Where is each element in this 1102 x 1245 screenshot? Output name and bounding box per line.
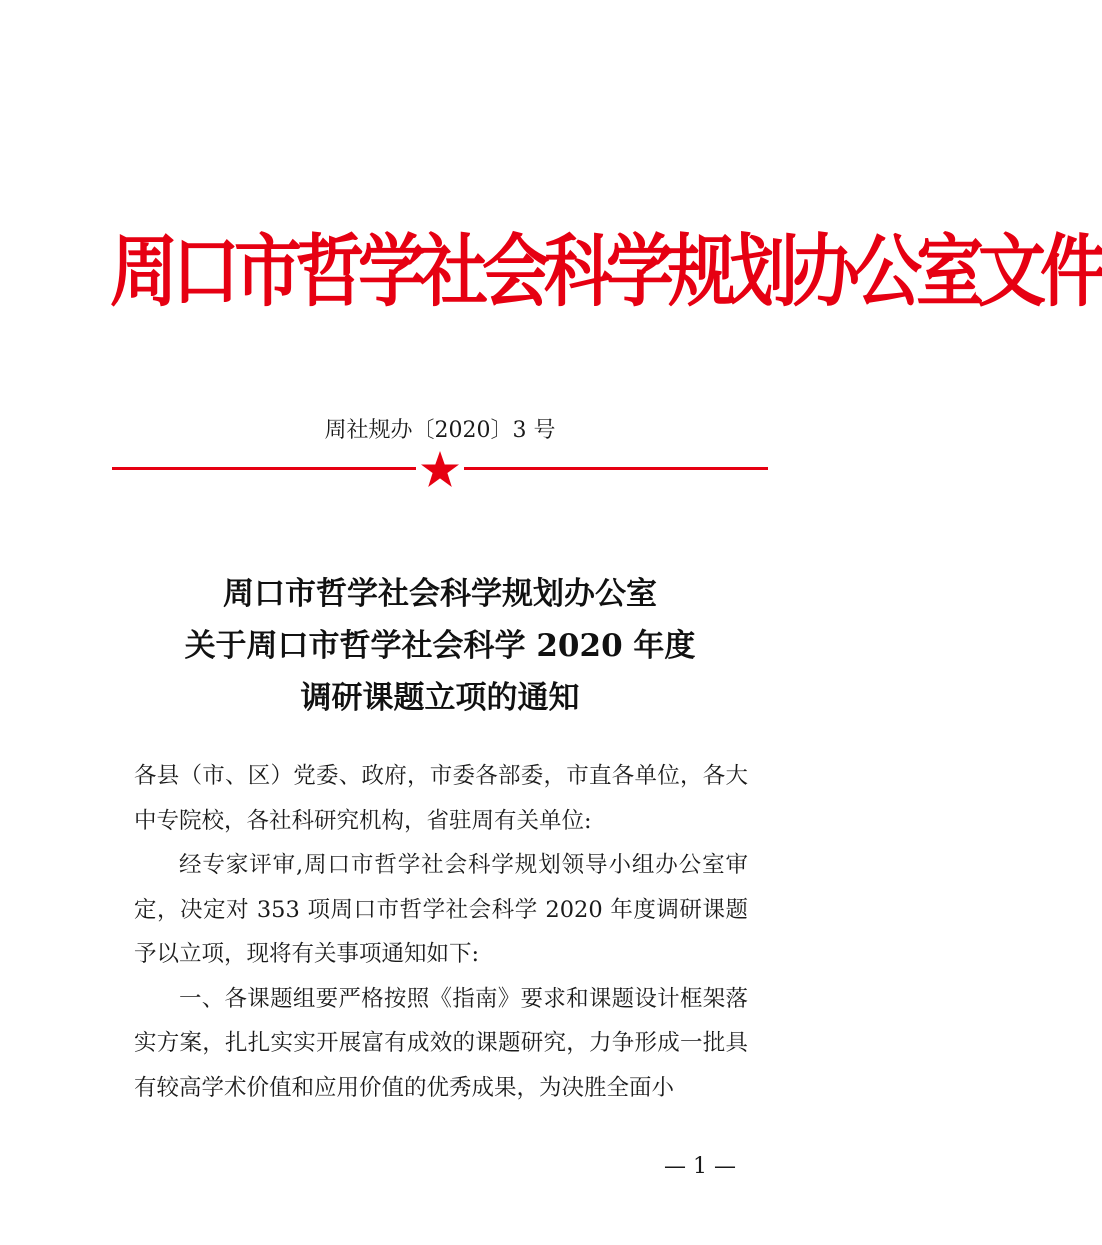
title-line-2: 关于周口市哲学社会科学 2020 年度 (184, 628, 696, 664)
title-line-3: 调研课题立项的通知 (300, 680, 580, 716)
title-line-1: 周口市哲学社会科学规划办公室 (223, 576, 657, 612)
addressee-paragraph: 各县（市、区）党委、政府，市委各部委，市直各单位，各大中专院校，各社科研究机构，省驻周有关单位: (134, 763, 748, 834)
notice-body (134, 754, 748, 1110)
divider-rule-right (464, 467, 768, 470)
body-paragraph-2: 一、各课题组要严格按照《指南》要求和课题设计框架落实方案，扎扎实实开展富有成效的课题研究，力争形成一批具有较高学术价值和应用价值的优秀成果，为决胜全面小 (134, 985, 748, 1101)
red-star-icon (420, 450, 460, 488)
document-number: 周社规办〔2020〕3 号 (324, 418, 556, 443)
body-paragraph-1: 经专家评审,周口市哲学社会科学规划领导小组办公室审定，决定对 353 项周口市哲学社会科学 2020 年度调研课题予以立项，现将有关事项通知如下: (134, 852, 748, 967)
page-number: — 1 — (664, 1154, 736, 1179)
letterhead-title: 周口市哲学社会科学规划办公室文件 (110, 227, 1102, 318)
notice-title (0, 568, 880, 724)
divider-rule-left (112, 467, 416, 470)
